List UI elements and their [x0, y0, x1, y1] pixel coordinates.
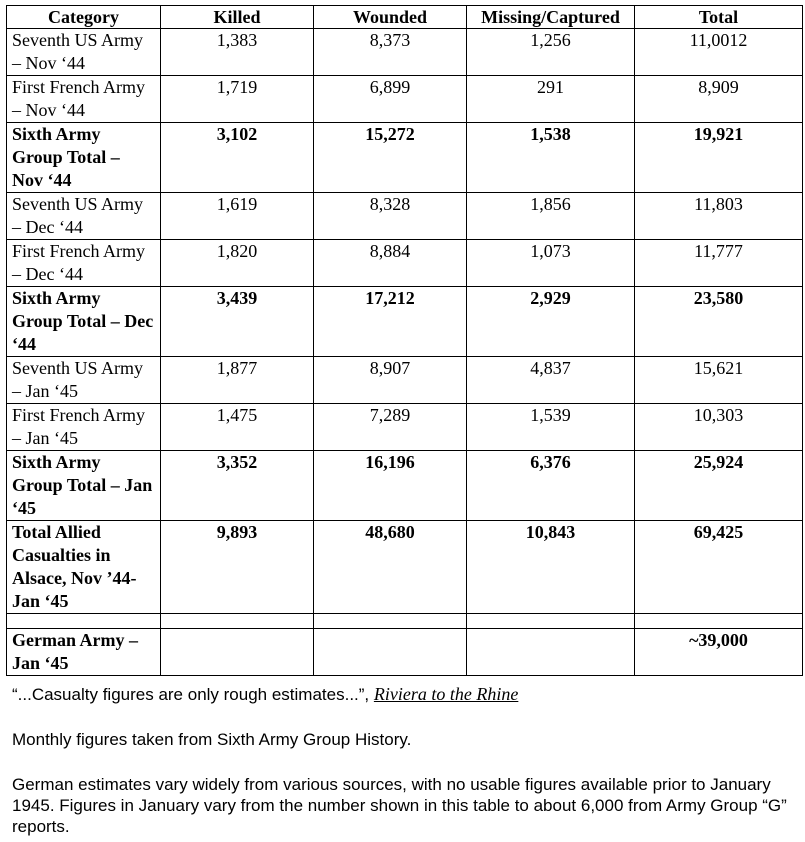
cell-category: First French Army – Jan ‘45: [7, 404, 161, 451]
table-row: [7, 404, 803, 451]
cell-category: Total Allied Casualties in Alsace, Nov ’44-Jan ‘45: [7, 521, 161, 614]
cell-killed: 1,383: [161, 29, 314, 76]
cell-missing-captured: 1,539: [467, 404, 635, 451]
cell-total: 19,921: [635, 123, 803, 193]
cell-missing-captured: [467, 629, 635, 676]
cell-missing-captured: 1,538: [467, 123, 635, 193]
cell-total: 11,0012: [635, 29, 803, 76]
cell-category: First French Army – Nov ‘44: [7, 76, 161, 123]
notes: [12, 684, 802, 837]
cell-wounded: 7,289: [314, 404, 467, 451]
cell-total: 69,425: [635, 521, 803, 614]
cell-total: 11,777: [635, 240, 803, 287]
table-body: [7, 29, 803, 676]
source-note: Monthly figures taken from Sixth Army Group History.: [12, 730, 412, 749]
cell-killed: 3,102: [161, 123, 314, 193]
header-total: Total: [635, 6, 803, 29]
cell-killed: 1,719: [161, 76, 314, 123]
german-estimates-note: German estimates vary widely from various sources, with no usable figures available prior to January 1945. Figures in January vary from the number shown in this table to about 6,000 from Army Group “G” reports.: [12, 775, 787, 836]
table-row: [7, 357, 803, 404]
cell-killed: 1,619: [161, 193, 314, 240]
cell-missing-captured: 4,837: [467, 357, 635, 404]
cell-wounded: 16,196: [314, 451, 467, 521]
cell-killed: 3,439: [161, 287, 314, 357]
cell-category: German Army – Jan ‘45: [7, 629, 161, 676]
table-row: [7, 193, 803, 240]
cell-wounded: 8,907: [314, 357, 467, 404]
cell-wounded: 6,899: [314, 76, 467, 123]
cell-category: Seventh US Army – Dec ‘44: [7, 193, 161, 240]
cell-category: Sixth Army Group Total – Jan ‘45: [7, 451, 161, 521]
cell-killed: 1,820: [161, 240, 314, 287]
cell-total: 10,303: [635, 404, 803, 451]
cell-killed: 1,877: [161, 357, 314, 404]
header-missing-captured: Missing/Captured: [467, 6, 635, 29]
cell-killed: 1,475: [161, 404, 314, 451]
cell-missing-captured: 1,256: [467, 29, 635, 76]
table-row: [7, 240, 803, 287]
cell-wounded: [314, 629, 467, 676]
quote-text: “...Casualty figures are only rough estimates...”,: [12, 685, 374, 704]
cell-killed: 3,352: [161, 451, 314, 521]
cell-missing-captured: 10,843: [467, 521, 635, 614]
spacer-cell: [635, 614, 803, 629]
table-row: [7, 76, 803, 123]
table-row: [7, 451, 803, 521]
cell-category: Seventh US Army – Nov ‘44: [7, 29, 161, 76]
cell-missing-captured: 1,073: [467, 240, 635, 287]
cell-total: 15,621: [635, 357, 803, 404]
cell-category: Sixth Army Group Total – Nov ‘44: [7, 123, 161, 193]
cell-total: ~39,000: [635, 629, 803, 676]
cell-wounded: 8,884: [314, 240, 467, 287]
cell-wounded: 48,680: [314, 521, 467, 614]
header-category: Category: [7, 6, 161, 29]
book-title: Riviera to the Rhine: [373, 684, 519, 704]
cell-wounded: 8,373: [314, 29, 467, 76]
table-row: [7, 123, 803, 193]
cell-category: First French Army – Dec ‘44: [7, 240, 161, 287]
cell-wounded: 17,212: [314, 287, 467, 357]
quote-note: [12, 684, 802, 705]
cell-total: 25,924: [635, 451, 803, 521]
cell-total: 11,803: [635, 193, 803, 240]
cell-killed: [161, 629, 314, 676]
cell-missing-captured: 6,376: [467, 451, 635, 521]
cell-wounded: 15,272: [314, 123, 467, 193]
table-row: [7, 629, 803, 676]
cell-category: Seventh US Army – Jan ‘45: [7, 357, 161, 404]
table-row: [7, 287, 803, 357]
cell-total: 23,580: [635, 287, 803, 357]
cell-missing-captured: 2,929: [467, 287, 635, 357]
table-header-row: [7, 6, 803, 29]
cell-wounded: 8,328: [314, 193, 467, 240]
cell-category: Sixth Army Group Total – Dec ‘44: [7, 287, 161, 357]
spacer-row: [7, 614, 803, 629]
header-killed: Killed: [161, 6, 314, 29]
cell-missing-captured: 291: [467, 76, 635, 123]
cell-total: 8,909: [635, 76, 803, 123]
spacer-cell: [7, 614, 161, 629]
casualty-table: [6, 5, 803, 676]
cell-killed: 9,893: [161, 521, 314, 614]
table-row: [7, 29, 803, 76]
spacer-cell: [467, 614, 635, 629]
cell-missing-captured: 1,856: [467, 193, 635, 240]
spacer-cell: [161, 614, 314, 629]
table-row: [7, 521, 803, 614]
spacer-cell: [314, 614, 467, 629]
header-wounded: Wounded: [314, 6, 467, 29]
